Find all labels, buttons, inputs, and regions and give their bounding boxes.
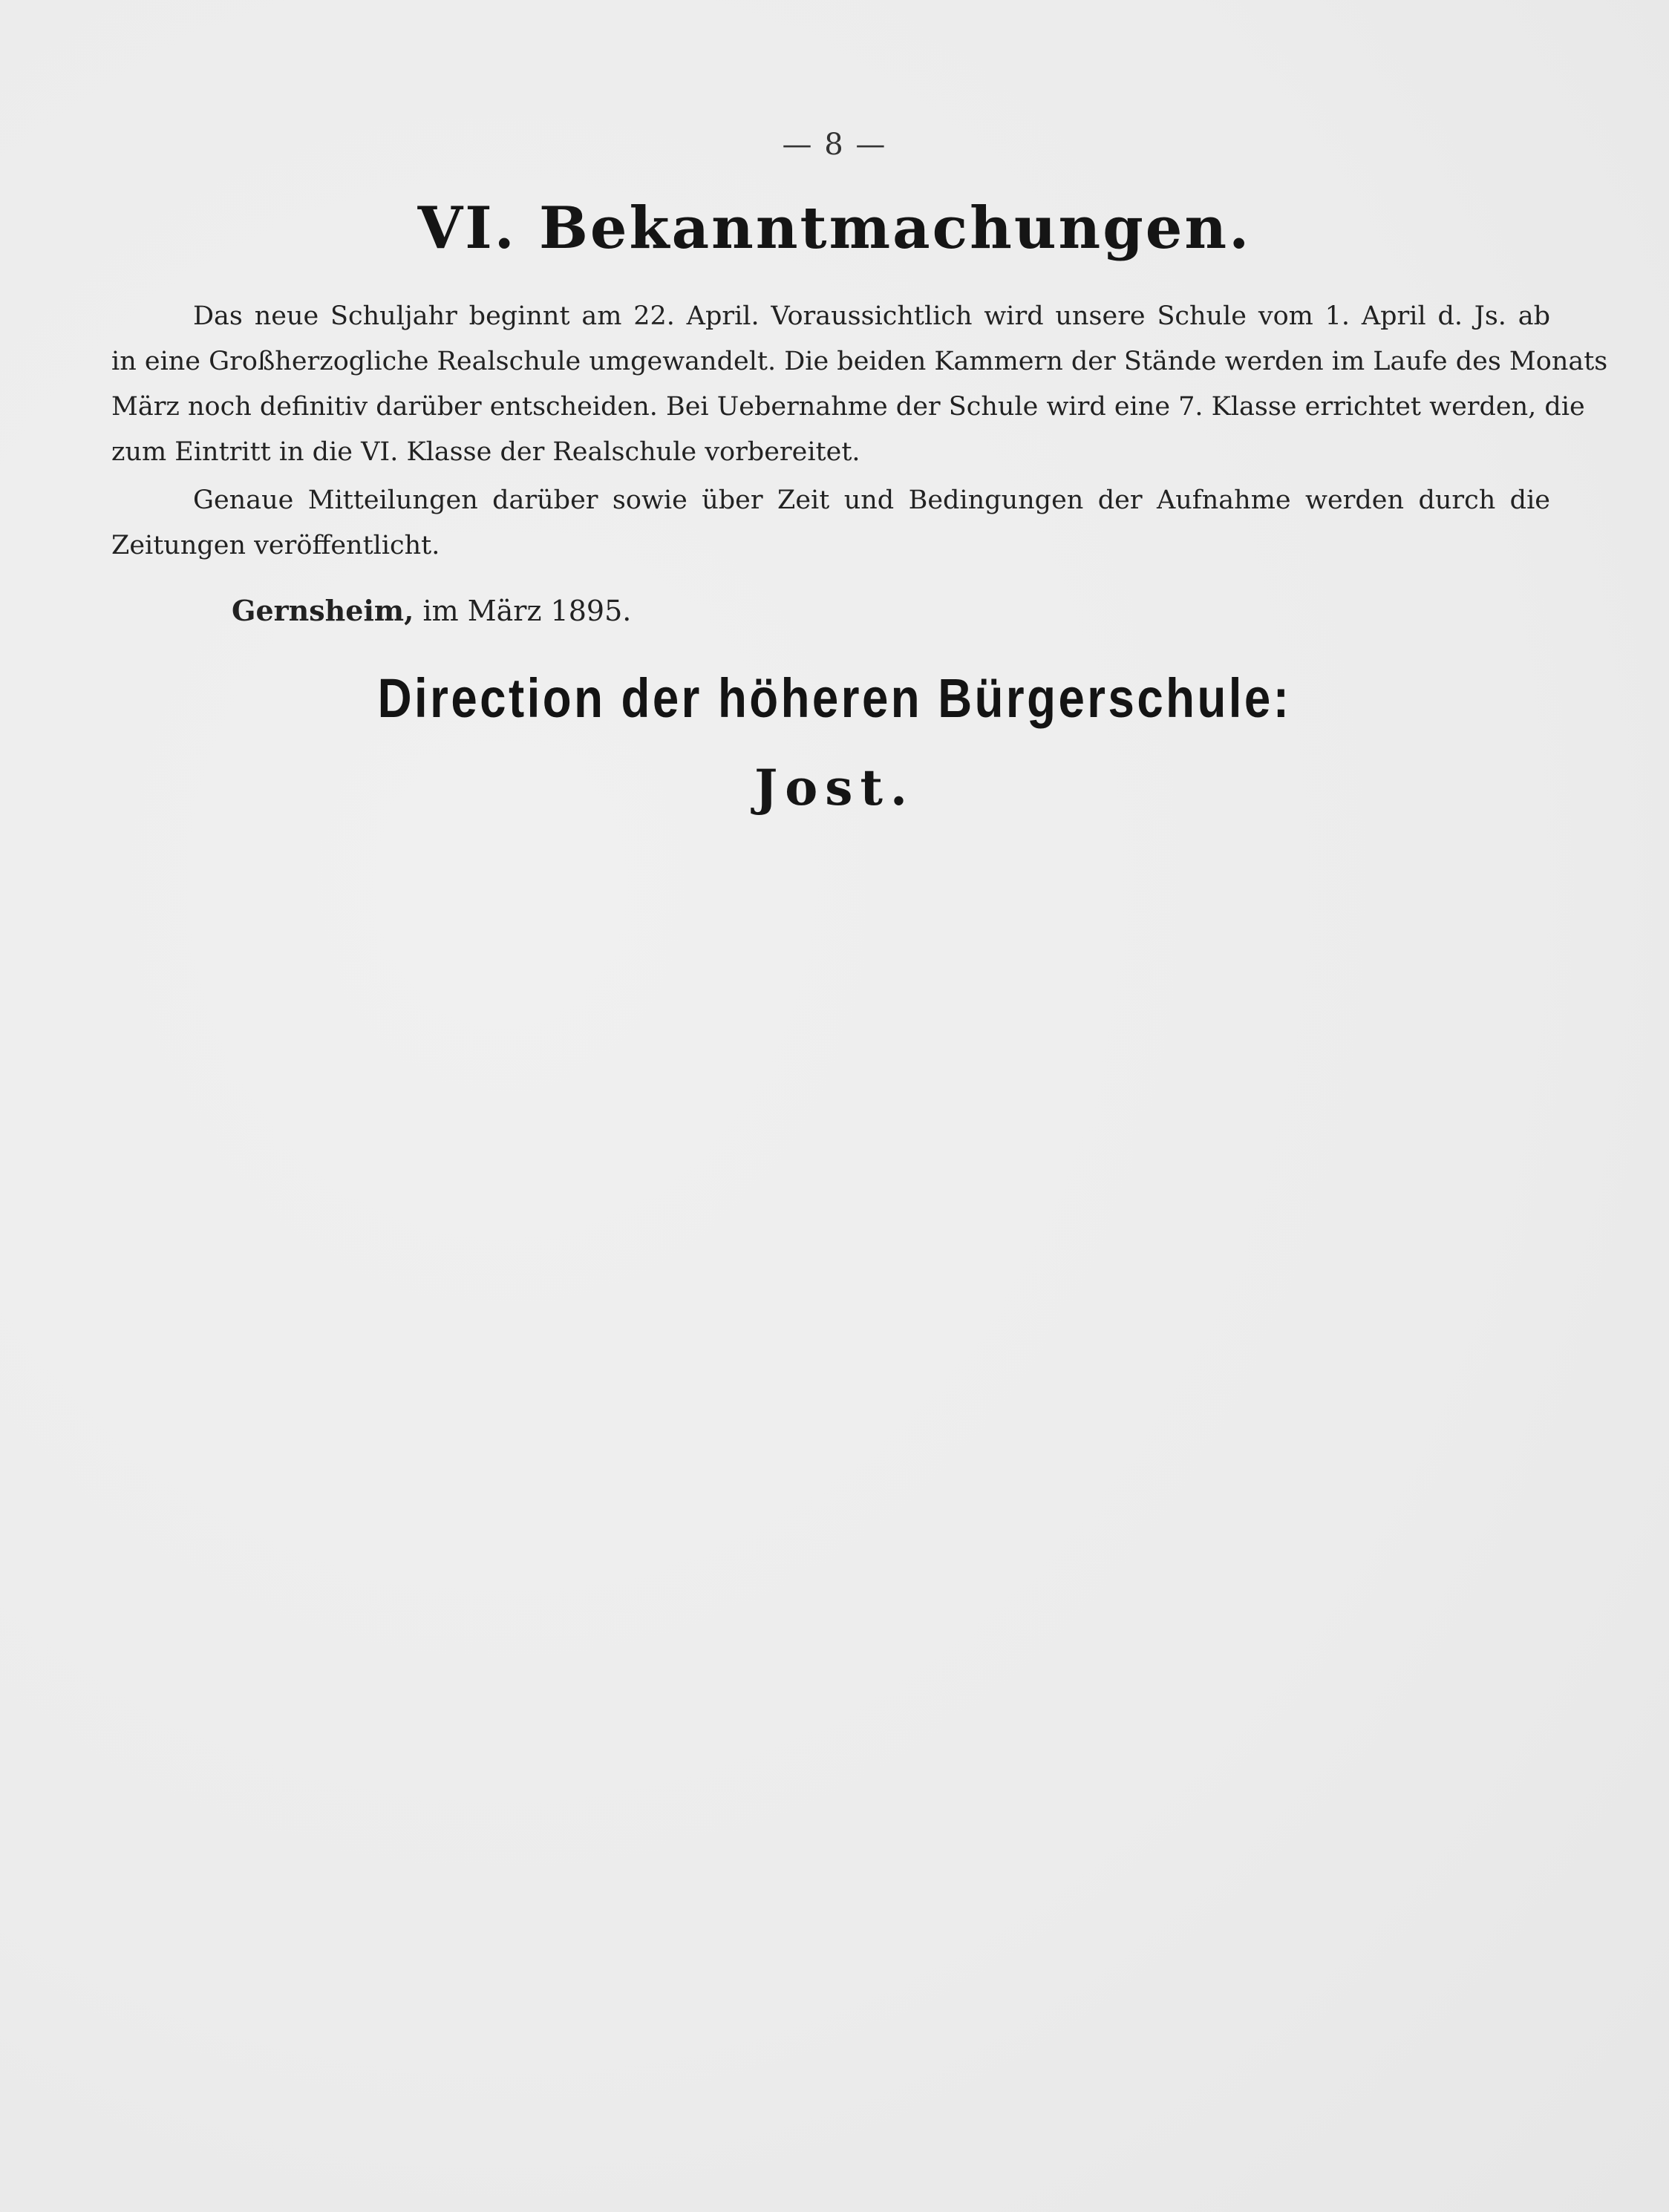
signature-name: Jost.	[754, 759, 915, 817]
paragraph-line: Das neue Schuljahr beginnt am 22. April. Voraussichtlich wird unsere Schule vom 1. April d. Js. ab	[193, 301, 1550, 331]
page-number: — 8 —	[782, 128, 887, 162]
paragraph-line: Zeitungen veröffentlicht.	[111, 531, 440, 560]
paragraph-notice	[111, 478, 1550, 569]
paragraph-line: zum Eintritt in die VI. Klasse der Realschule vorbereitet.	[111, 437, 860, 467]
date-text: im März 1895.	[422, 595, 632, 627]
paragraph-line: Genaue Mitteilungen darüber sowie über Zeit und Bedingungen der Aufnahme werden durch die	[193, 485, 1550, 515]
paragraph-line: in eine Großherzogliche Realschule umgewandelt. Die beiden Kammern der Stände werden im Laufe des Monats	[111, 347, 1608, 376]
signature-title: Direction der höheren Bürgerschule:	[377, 667, 1292, 729]
paragraph-announcement	[111, 294, 1608, 475]
place-name: Gernsheim,	[232, 594, 414, 627]
paragraph-line: März noch definitiv darüber entscheiden. Bei Uebernahme der Schule wird eine 7. Klasse errichtet werden, die	[111, 392, 1585, 422]
place-date-line	[232, 594, 631, 627]
section-title: VI. Bekanntmachungen.	[417, 194, 1252, 262]
